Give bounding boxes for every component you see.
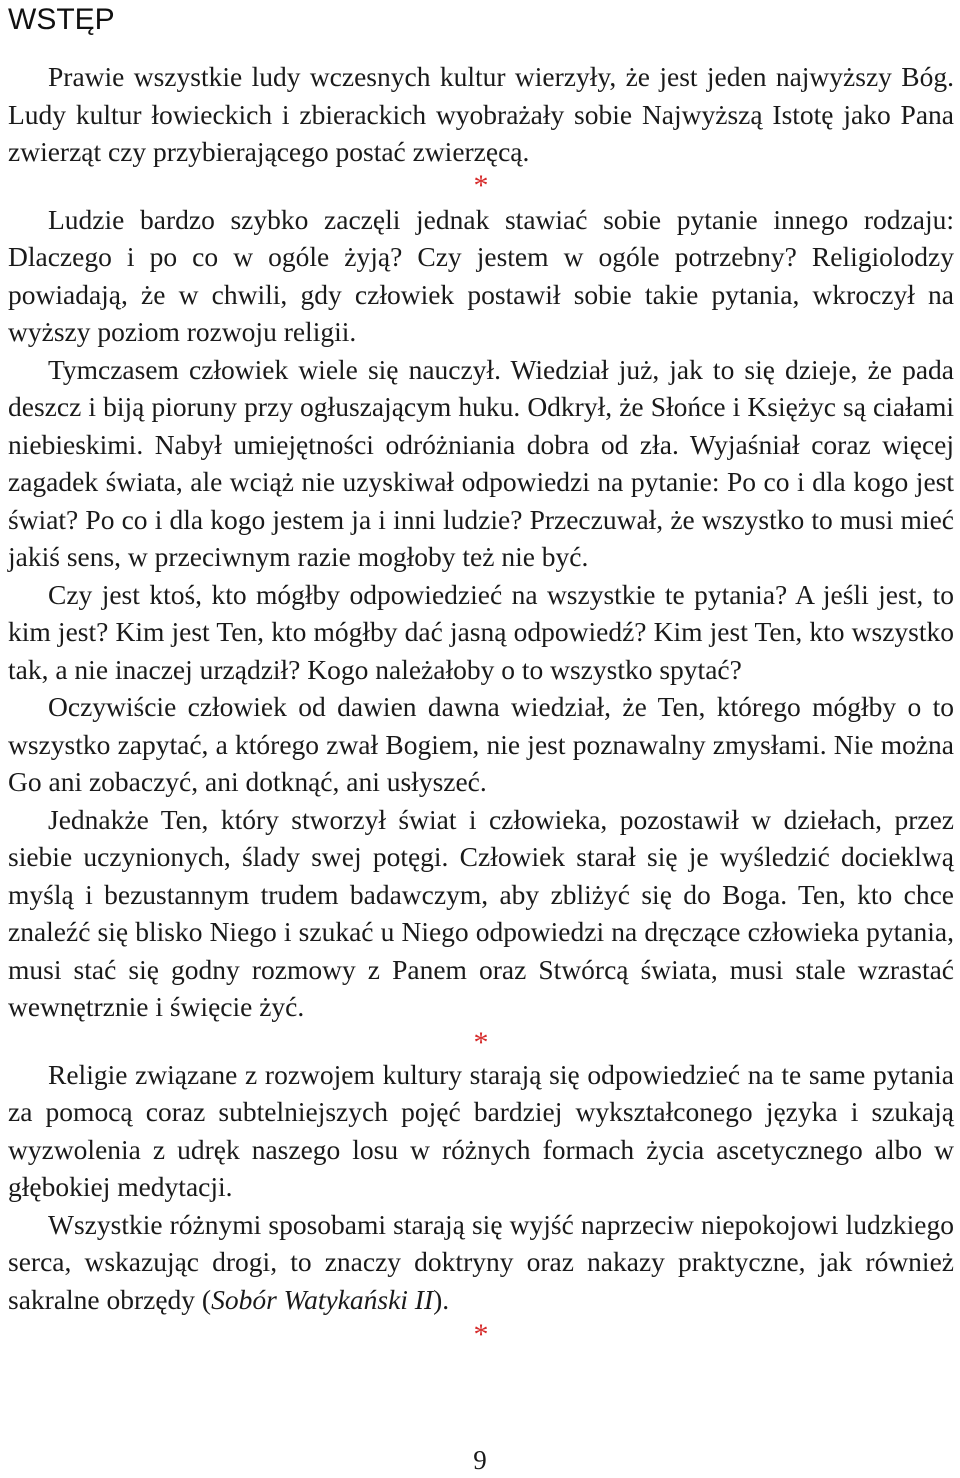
paragraph-8-text: Wszystkie różnymi sposobami starają się wyjść naprzeciw niepokojowi ludzkiego serca, wskazując drogi, to znaczy doktryny oraz nakazy praktyczne, jak również sakralne obrzędy ( <box>8 1208 954 1315</box>
section-separator-2: * <box>473 1025 489 1059</box>
page-number: 9 <box>473 1445 487 1475</box>
section-separator-3: * <box>473 1318 489 1351</box>
paragraph-4: Czy jest ktoś, kto mógłby odpowiedzieć na wszystkie te pytania? A jeśli jest, to kim jest? Kim jest Ten, kto mógłby dać jasną odpowiedź? Kim jest Ten, kto wszystko tak, a nie inaczej urządził? Kogo należałoby o to wszystko spytać? <box>8 578 954 685</box>
section-separator-1: * <box>473 168 489 202</box>
paragraph-1: Prawie wszystkie ludy wczesnych kultur wierzyły, że jest jeden najwyższy Bóg. Ludy kultur łowieckich i zbierackich wyobrażały sobie Najwyższą Istotę jako Pana zwierząt czy przybierającego postać zwierzęcą. <box>8 61 954 167</box>
chapter-title: WSTĘP <box>8 3 115 36</box>
paragraph-5: Oczywiście człowiek od dawien dawna wiedział, że Ten, którego mógłby o to wszystko zapytać, a którego zwał Bogiem, nie jest poznawalny zmysłami. Nie można Go ani zobaczyć, ani dotknąć, ani usłyszeć. <box>8 691 954 797</box>
paragraph-2: Ludzie bardzo szybko zaczęli jednak stawiać sobie pytanie innego rodzaju: Dlaczego i po co w ogóle żyją? Czy jestem w ogóle potrzebny? Religiolodzy powiadają, że w chwili, gdy człowiek postawił sobie takie pytania, wkroczył na wyższy poziom rozwoju religii. <box>8 203 954 347</box>
citation-title: Sobór Watykański II <box>211 1283 434 1315</box>
paragraph-3: Tymczasem człowiek wiele się nauczył. Wiedział już, jak to się dzieje, że pada deszcz i biją pioruny przy ogłuszającym huku. Odkrył, że Słońce i Księżyc są ciałami niebieskimi. Nabył umiejętności odróżniania dobra od zła. Wyjaśniał coraz więcej zagadek świata, ale wciąż nie uzyskiwał odpowiedzi na pytanie: Po co i dla kogo jest świat? Po co i dla kogo jestem ja i inni ludzie? Przeczuwał, że wszystko to musi mieć jakiś sens, w przeciwnym razie mogłoby też nie być. <box>8 353 954 572</box>
paragraph-8 <box>8 1206 954 1319</box>
paragraph-6: Jednakże Ten, który stworzył świat i człowieka, pozostawił w dziełach, przez siebie uczynionych, ślady swej potęgi. Człowiek starał się je wyśledzić docieklwą myślą i bezustannym trudem badawczym, aby zbliżyć się do Boga. Ten, kto chce znaleźć się blisko Niego i szukać u Niego odpowiedzi na dręczące człowieka pytania, musi stać się godny rozmowy z Panem oraz Stwórcą świata, musi stale wzrastać wewnętrznie i święcie żyć. <box>8 803 954 1022</box>
paragraph-7: Religie związane z rozwojem kultury starają się odpowiedzieć na te same pytania za pomocą coraz subtelniejszych pojęć bardziej wykształconego języka i szukają wyzwolenia z udręk naszego losu w różnych formach życia ascetycznego albo w głębokiej medytacji. <box>8 1058 954 1202</box>
chapter-body <box>8 58 954 1351</box>
paragraph-8-end: ). <box>433 1283 450 1315</box>
